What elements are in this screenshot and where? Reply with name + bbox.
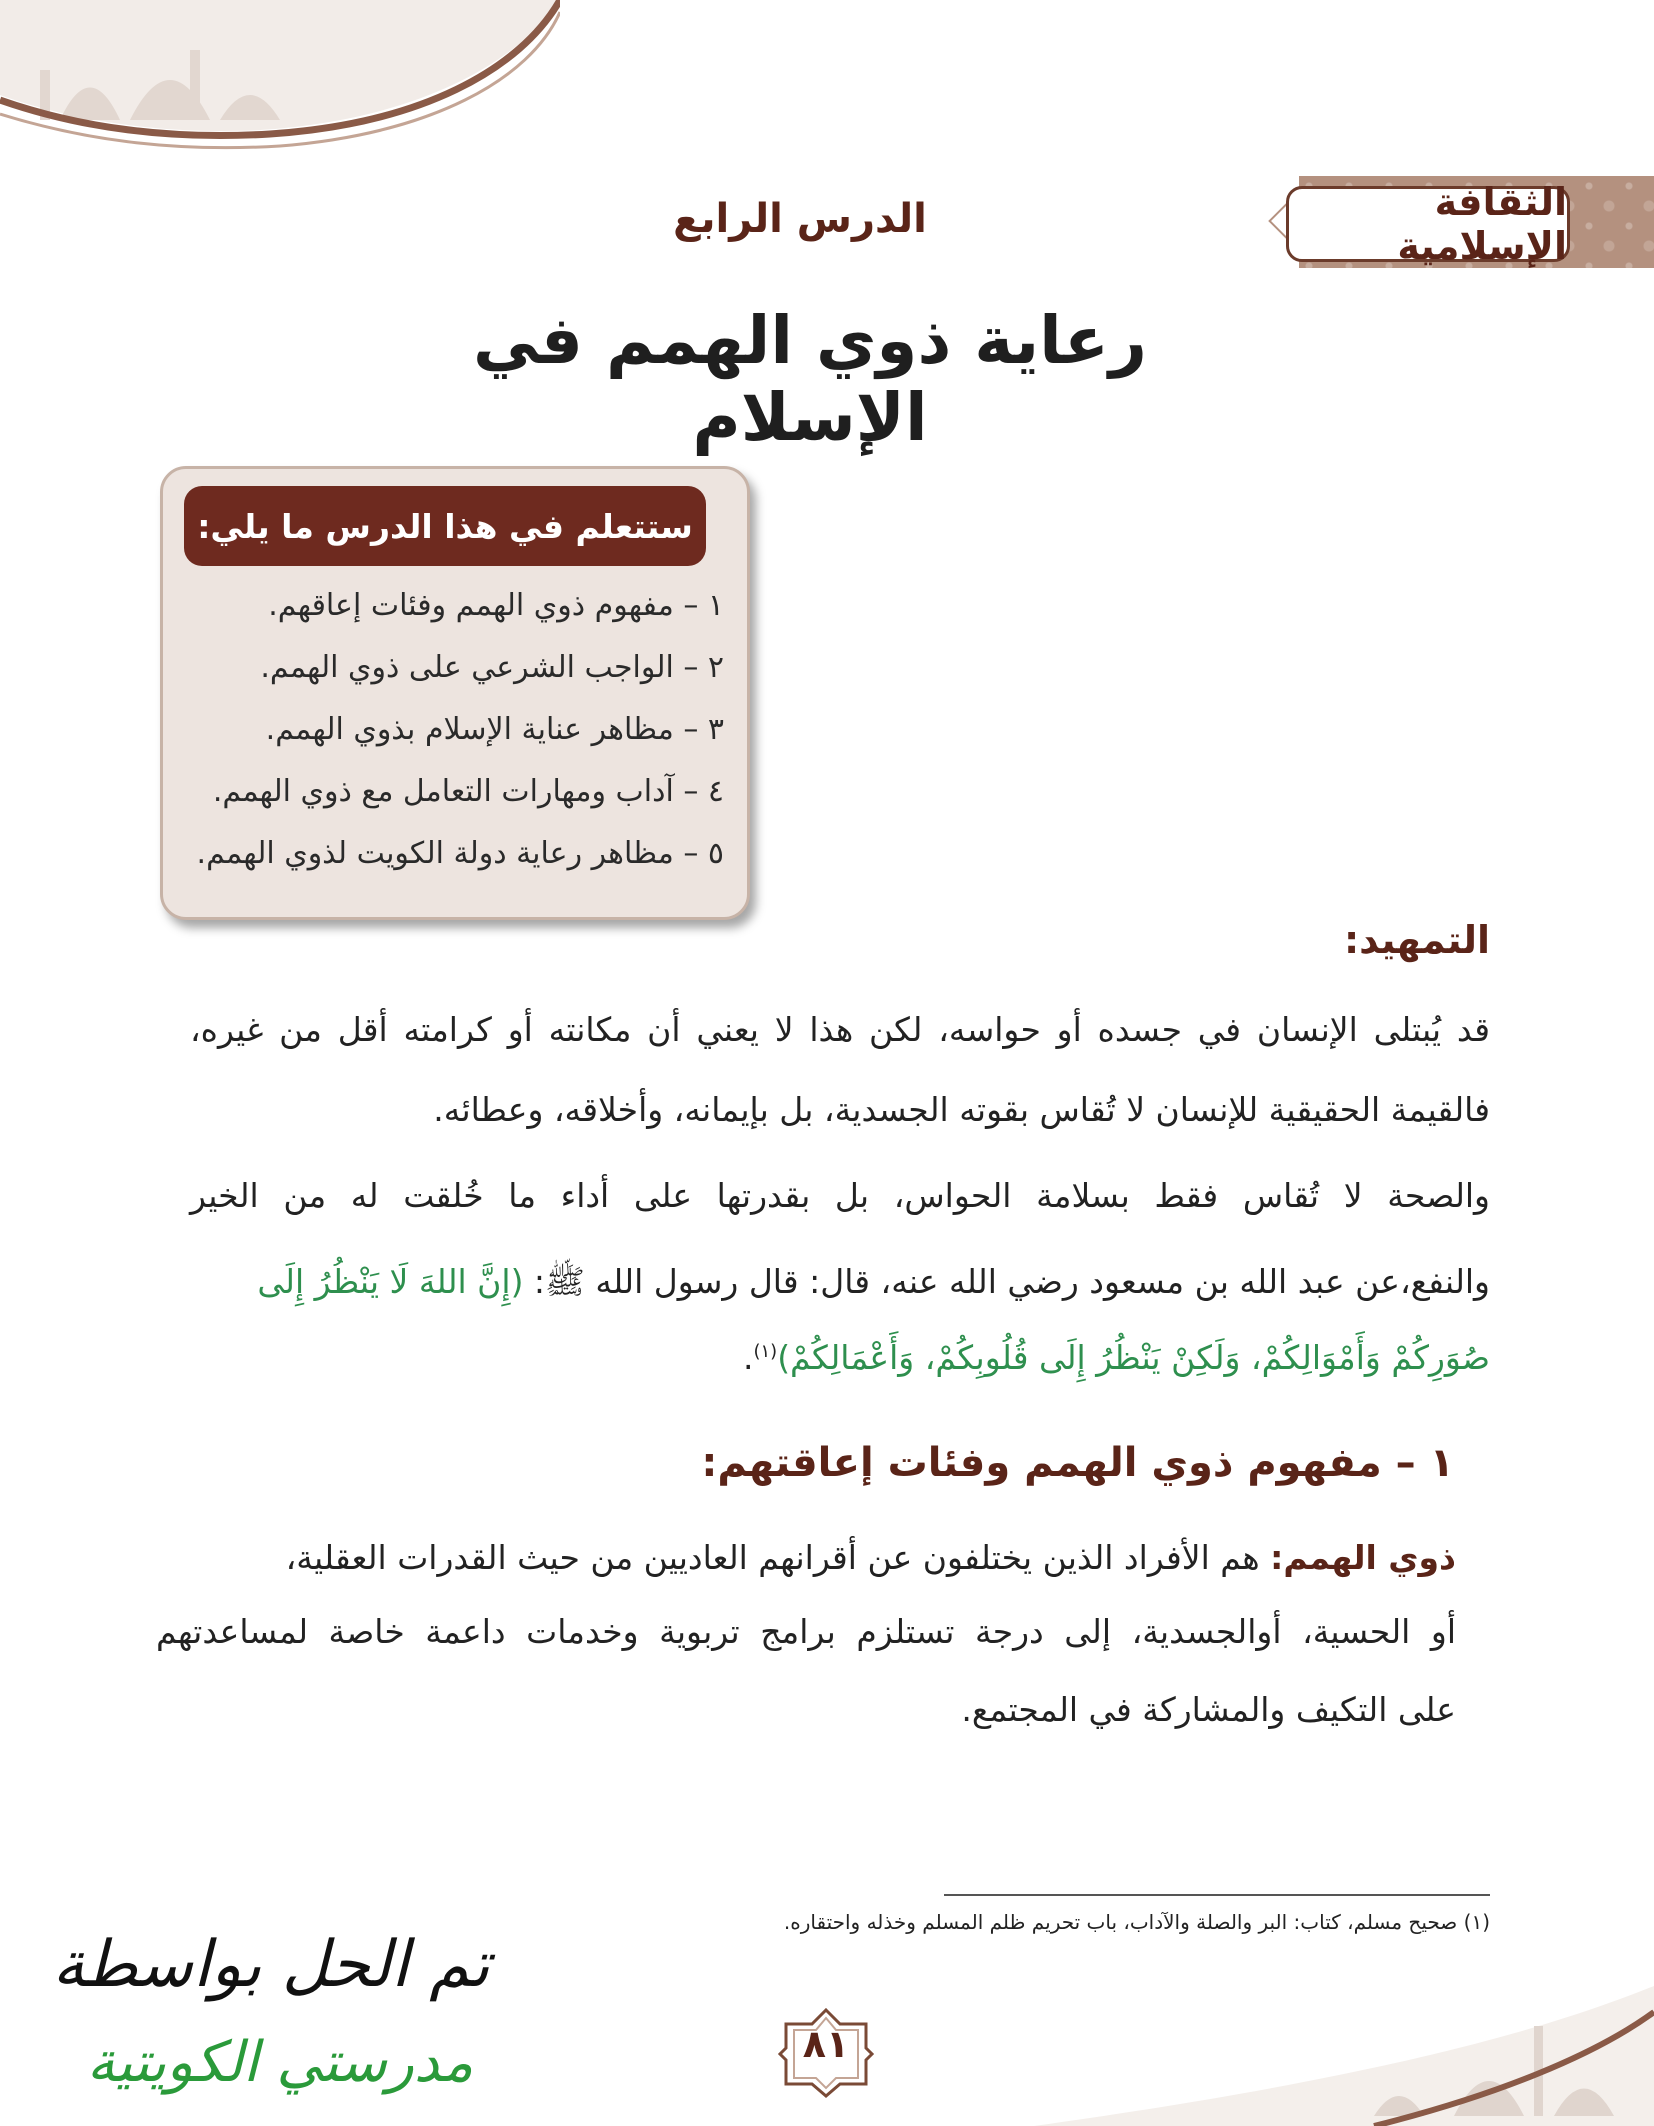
- top-mosque-arc-decoration: [0, 0, 560, 180]
- definition-line-1: [156, 1538, 1456, 1577]
- objective-item-5: ٥ – مظاهر رعاية دولة الكويت لذوي الهمم.: [196, 836, 724, 871]
- footnote: (١) صحيح مسلم، كتاب: البر والصلة والآداب، باب تحريم ظلم المسلم وخذله واحتقاره.: [783, 1910, 1490, 1934]
- definition-line-3: على التكيف والمشاركة في المجتمع.: [961, 1690, 1456, 1729]
- definition-text: هم الأفراد الذين يختلفون عن أقرانهم العاديين من حيث القدرات العقلية،: [285, 1538, 1271, 1577]
- bottom-mosque-arc-decoration: [1034, 1966, 1654, 2126]
- objective-item-2: ٢ – الواجب الشرعي على ذوي الهمم.: [260, 650, 724, 685]
- definition-line-2: أو الحسية، أوالجسدية، إلى درجة تستلزم برامج تربوية وخدمات داعمة خاصة لمساعدتهم: [156, 1612, 1456, 1651]
- definition-term: ذوي الهمم:: [1270, 1538, 1456, 1577]
- lesson-title: رعاية ذوي الهمم في الإسلام: [473, 302, 1147, 456]
- objective-item-3: ٣ – مظاهر عناية الإسلام بذوي الهمم.: [265, 712, 724, 747]
- signature-line-1: تم الحل بواسطة: [52, 1928, 490, 2002]
- subject-label: الثقافة الإسلامية: [1286, 186, 1570, 262]
- objective-item-1: ١ – مفهوم ذوي الهمم وفئات إعاقهم.: [268, 588, 724, 623]
- intro-paragraph-1-line-1: قد يُبتلى الإنسان في جسده أو حواسه، لكن هذا لا يعني أن مكانته أو كرامته أقل من غيره،: [190, 1010, 1490, 1049]
- section-1-heading: ١ – مفهوم ذوي الهمم وفئات إعاقتهم:: [701, 1440, 1454, 1486]
- hadith-intro-text: والنفع،عن عبد الله بن مسعود رضي الله عنه، قال: قال رسول الله ﷺ:: [523, 1262, 1490, 1301]
- hadith-quote-end: صُوَرِكُمْ وَأَمْوَالِكُمْ، وَلَكِنْ يَنْظُرُ إِلَى قُلُوبِكُمْ، وَأَعْمَالِكُمْ): [777, 1338, 1490, 1377]
- page-number: ٨١: [802, 2022, 850, 2066]
- intro-paragraph-2-line-2: [154, 1262, 1490, 1310]
- signature-line-2: مدرستي الكويتية: [86, 2030, 474, 2095]
- footnote-reference: (١): [753, 1341, 778, 1362]
- intro-paragraph-2-line-1: والصحة لا تُقاس فقط بسلامة الحواس، بل بقدرتها على أداء ما خُلقت له من الخير: [190, 1176, 1490, 1215]
- hadith-period: .: [742, 1338, 754, 1377]
- hadith-quote-start: (إِنَّ اللهَ لَا يَنْظُرُ إِلَى: [257, 1262, 524, 1301]
- objective-item-4: ٤ – آداب ومهارات التعامل مع ذوي الهمم.: [212, 774, 724, 809]
- objectives-heading: ستتعلم في هذا الدرس ما يلي:: [184, 486, 706, 566]
- lesson-number: الدرس الرابع: [673, 196, 927, 242]
- footnote-divider: [944, 1894, 1490, 1896]
- intro-paragraph-2-line-3: [154, 1338, 1490, 1377]
- intro-heading: التمهيد:: [1343, 918, 1490, 962]
- intro-paragraph-1-line-2: فالقيمة الحقيقية للإنسان لا تُقاس بقوته الجسدية، بل بإيمانه، وأخلاقه، وعطائه.: [433, 1090, 1490, 1129]
